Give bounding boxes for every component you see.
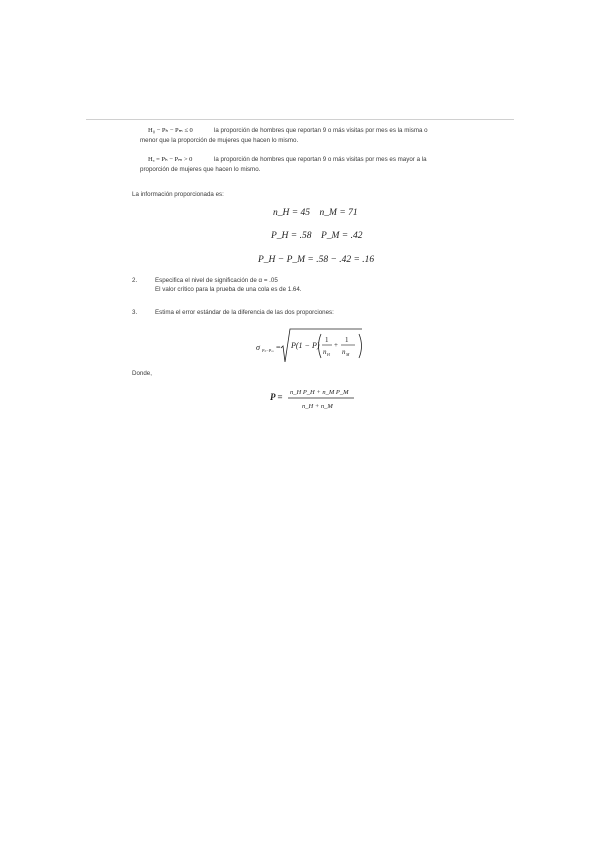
n-m-value: n_M = 71 — [319, 208, 358, 218]
info-intro: La información proporcionada es: — [132, 191, 224, 198]
p-one-minus-p: P(1 − P) — [291, 341, 320, 350]
svg-text:M: M — [346, 352, 350, 357]
donde-label: Donde, — [132, 370, 152, 377]
item2-text: Especifica el nivel de significación de α = .05 — [155, 277, 278, 284]
p-m-value: P_M = .42 — [320, 231, 363, 241]
item2-number: 2. — [132, 277, 138, 284]
frac1-denominator: n — [323, 348, 327, 356]
h0-text-line1: la proporción de hombres que reportan 9 o más visitas por mes es la misma o — [214, 127, 428, 134]
frac2-numerator: 1 — [345, 336, 349, 344]
p-h-value: P_H = .58 — [271, 231, 312, 241]
p-lhs: P = — [270, 392, 283, 402]
h1-text-line1: la proporción de hombres que reportan 9 o más visitas por mes es mayor a la — [214, 156, 427, 163]
top-divider — [86, 119, 514, 120]
sigma-subscript: Pₕ−Pₘ — [262, 348, 274, 353]
item3-number: 3. — [132, 309, 138, 316]
frac1-numerator: 1 — [325, 336, 329, 344]
svg-text:H: H — [327, 352, 330, 357]
svg-text:=: = — [276, 343, 281, 352]
standard-error-formula — [250, 326, 370, 366]
frac2-denominator: n — [342, 348, 346, 356]
h0-text-line2: menor que la proporción de mujeres que hacen lo mismo. — [140, 137, 299, 144]
pooled-proportion-formula — [268, 384, 378, 414]
info-line1 — [273, 208, 358, 218]
item3-text: Estima el error estándar de la diferencia de las dos proporciones: — [155, 309, 334, 316]
svg-text:+: + — [334, 341, 338, 349]
h0-formula: H₀ − Pₕ − Pₘ ≤ 0 — [148, 127, 193, 134]
info-line2 — [271, 231, 362, 241]
h1-text-line2: proporción de mujeres que hacen lo mismo. — [140, 166, 261, 173]
h1-formula: Hₐ = Pₕ − Pₘ > 0 — [148, 156, 193, 163]
info-line3: P_H − P_M = .58 − .42 = .16 — [258, 255, 375, 265]
n-h-value: n_H = 45 — [273, 208, 311, 218]
pooled-denominator: n_H + n_M — [302, 403, 333, 410]
sigma-symbol: σ — [256, 343, 260, 352]
item2-note: El valor crítico para la prueba de una cola es de 1.64. — [155, 286, 302, 293]
pooled-numerator: n_H P_H + n_M P_M — [290, 389, 349, 396]
